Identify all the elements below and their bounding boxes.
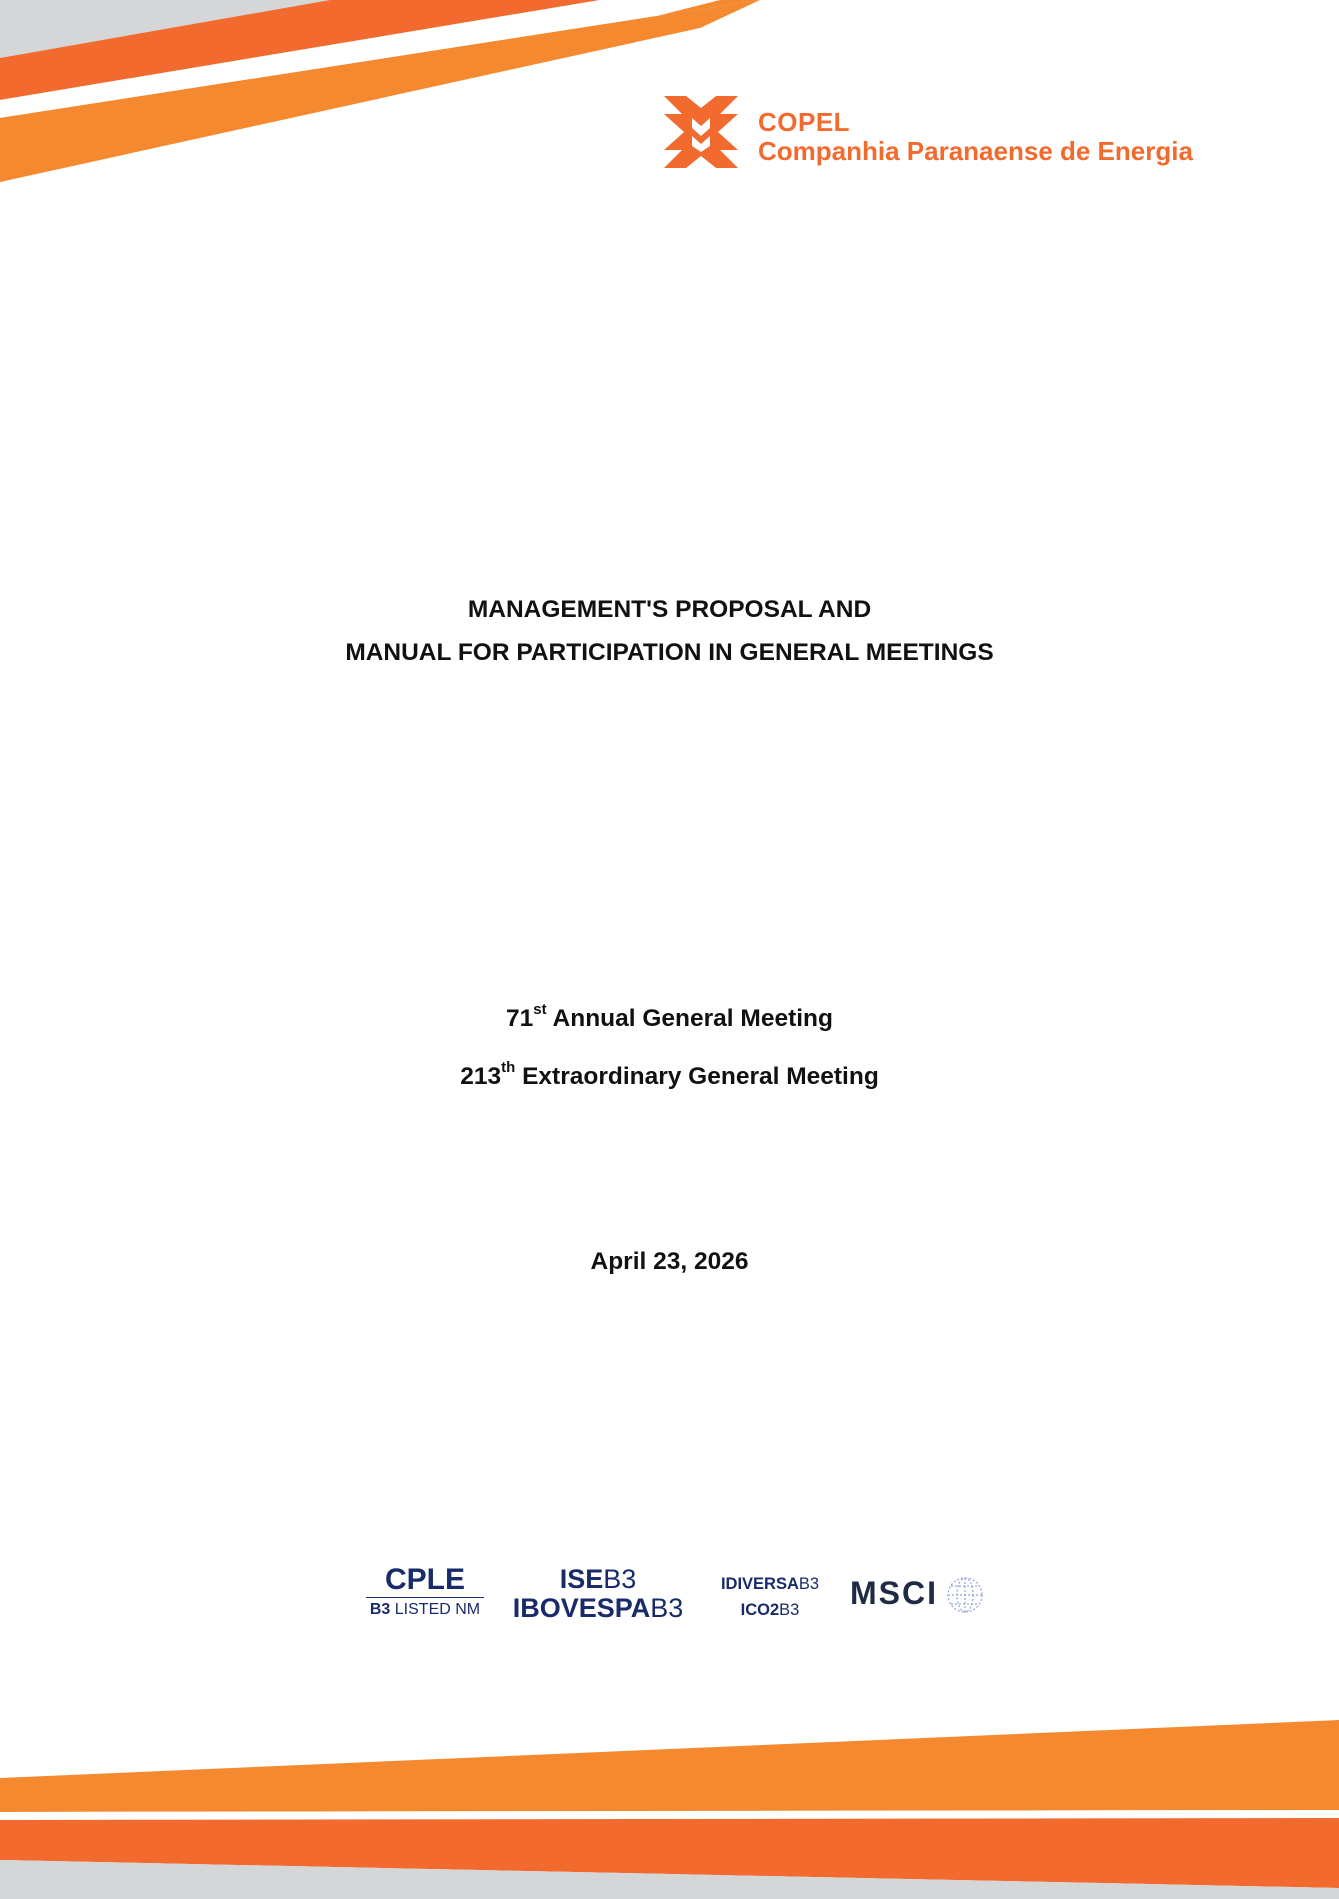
idiversa-bold: IDIVERSA: [720, 1575, 799, 1593]
annual-meeting-number: 71: [506, 1005, 534, 1033]
cple-ticker: CPLE: [384, 1563, 465, 1596]
cple-sub-b3: B3: [369, 1601, 391, 1618]
cple-listing: [360, 1601, 490, 1619]
title-line-1: MANAGEMENT'S PROPOSAL AND: [467, 596, 872, 623]
title-line-2: MANUAL FOR PARTICIPATION IN GENERAL MEETINGS: [345, 639, 994, 666]
cple-divider: [366, 1597, 484, 1598]
index-logos: [360, 1565, 1000, 1625]
extraordinary-meeting-suffix: th: [501, 1059, 516, 1076]
copel-logo-mark-icon: [662, 96, 740, 168]
extraordinary-meeting-number: 213: [460, 1063, 502, 1091]
ise-bold: ISE: [559, 1564, 604, 1594]
ise-ibovespa-logo: [508, 1565, 688, 1623]
ise-b3-line: [508, 1565, 688, 1594]
cple-b3-listed-logo: [360, 1565, 490, 1619]
ibovespa-b3-line: [508, 1594, 688, 1623]
document-title: [0, 588, 1339, 674]
ise-thin: B3: [603, 1564, 637, 1594]
meeting-date: April 23, 2026: [590, 1248, 749, 1275]
extraordinary-meeting-label: Extraordinary General Meeting: [522, 1063, 879, 1091]
ico2-thin: B3: [779, 1601, 800, 1619]
idiversa-thin: B3: [798, 1575, 820, 1593]
idiversa-b3-line: [700, 1571, 840, 1597]
annual-meeting-suffix: st: [533, 1001, 547, 1018]
ibovespa-thin: B3: [650, 1593, 684, 1623]
cple-sub-listed: LISTED NM: [394, 1601, 481, 1618]
idiversa-ico2-logo: [700, 1571, 840, 1623]
bottom-decorative-stripes: [0, 1700, 1339, 1899]
ico2-b3-line: [700, 1597, 840, 1623]
company-logo: [662, 90, 1227, 170]
msci-text: MSCI: [850, 1575, 938, 1611]
ibovespa-bold: IBOVESPA: [512, 1593, 651, 1623]
company-name: [758, 108, 1193, 166]
annual-meeting-line: [0, 1001, 1339, 1033]
annual-meeting-label: Annual General Meeting: [552, 1005, 833, 1033]
extraordinary-meeting-line: [0, 1059, 1339, 1091]
ico2-bold: ICO2: [740, 1601, 780, 1619]
company-short-name: COPEL: [758, 107, 851, 137]
company-full-name: Companhia Paranaense de Energia: [758, 136, 1193, 166]
msci-globe-icon: [946, 1576, 984, 1614]
